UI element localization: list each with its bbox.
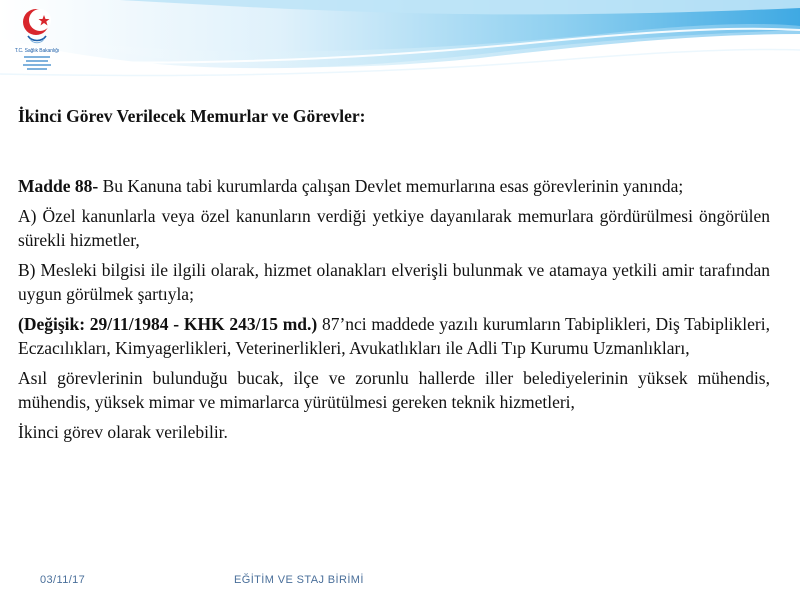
slide-content [18, 104, 770, 444]
degisik-label: (Değişik: 29/11/1984 - KHK 243/15 md.) [18, 314, 318, 334]
madde-label: Madde 88- [18, 176, 99, 196]
paragraph-madde-88 [18, 174, 770, 198]
logo-subline [23, 64, 51, 66]
paragraph-item-a: A) Özel kanunlarla veya özel kanunların verdiği yetkiye dayanılarak memurlara gördürülmesi öngörülen sürekli hizmetler, [18, 206, 770, 250]
logo-subline [27, 68, 47, 70]
paragraph-asil-gorev: Asıl görevlerinin bulunduğu bucak, ilçe ve zorunlu hallerde iller belediyelerinin yüksek mühendis, mühendis, yüksek mimar ve mimarlarca yürütülmesi gereken teknik hizmetleri, [18, 368, 770, 412]
logo-subline [26, 60, 48, 62]
madde-text: Bu Kanuna tabi kurumlarda çalışan Devlet memurlarına esas görevlerinin yanında; [98, 176, 684, 196]
footer-date: 03/11/17 [40, 574, 86, 586]
slide-heading: İkinci Görev Verilecek Memurlar ve Görevler: [18, 106, 366, 126]
ministry-logo [6, 6, 66, 70]
paragraph-degisik [18, 312, 770, 360]
footer-unit-name: EĞİTİM VE STAJ BİRİMİ [234, 574, 364, 586]
degisik-text: 87’nci maddede yazılı kurumların Tabiplikleri, Diş Tabiplikleri, Eczacılıkları, Kimyagerlikleri, Veterinerlikleri, Avukatlıkları ile Adli Tıp Kurumu Uzmanlıkları, [18, 314, 770, 358]
header-wave-band [0, 0, 800, 100]
logo-text: T.C. Sağlık Bakanlığı [14, 48, 60, 54]
crescent-star-icon [6, 6, 66, 48]
paragraph-item-b: B) Mesleki bilgisi ile ilgili olarak, hizmet olanakları elverişli bulunmak ve atamaya yetkili amir tarafından uygun görülmek şartıyla; [18, 260, 770, 304]
paragraph-closing: İkinci görev olarak verilebilir. [18, 422, 228, 442]
logo-subline [24, 56, 50, 58]
